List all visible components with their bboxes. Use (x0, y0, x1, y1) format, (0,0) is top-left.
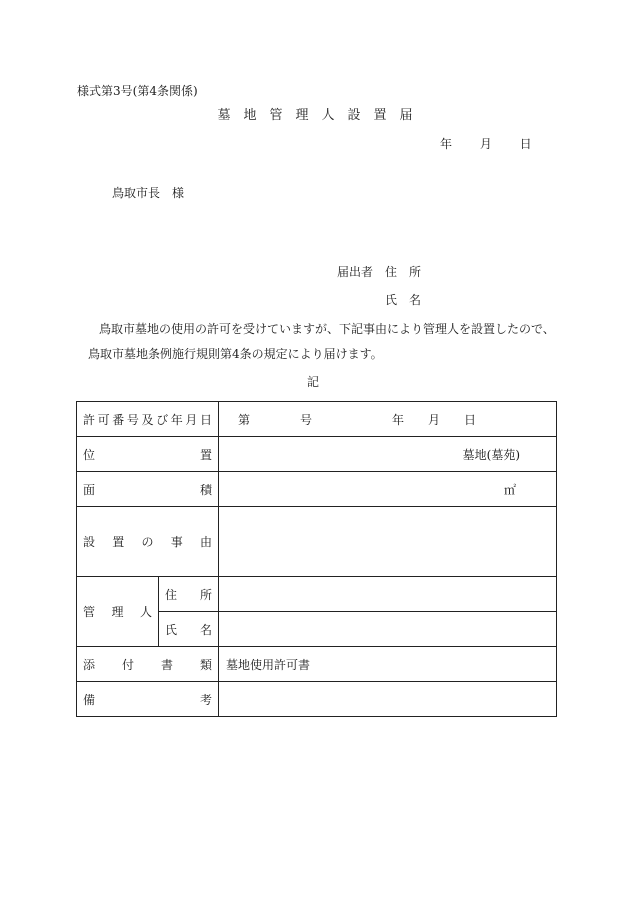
attachments-label (83, 656, 212, 673)
reason-row (77, 507, 557, 577)
applicant-role-label: 届出者 (337, 265, 374, 279)
manager-address-label (165, 586, 212, 603)
area-row (77, 472, 557, 507)
permit-day-label: 日 (464, 412, 477, 427)
label-char: 許 (83, 412, 96, 427)
remarks-label-cell (77, 682, 219, 717)
label-char: 理 (111, 605, 124, 619)
location-label (83, 446, 212, 463)
area-value-cell[interactable] (219, 472, 557, 507)
manager-label-cell (77, 577, 159, 647)
label-char: 類 (200, 657, 213, 672)
location-value-cell[interactable] (219, 437, 557, 472)
body-text-line-2: 鳥取市墓地条例施行規則第4条の規定により届けます。 (88, 347, 383, 361)
label-char: 及 (141, 412, 154, 427)
location-label-cell (77, 437, 219, 472)
label-char: 事 (170, 535, 183, 549)
applicant-address-line (337, 266, 421, 278)
label-char: 管 (83, 605, 96, 619)
remarks-row (77, 682, 557, 717)
attachments-label-cell (77, 647, 219, 682)
label-char: 番 (112, 412, 125, 427)
permit-month-label: 月 (428, 412, 441, 427)
label-char: 号 (126, 412, 139, 427)
manager-address-value-cell[interactable] (219, 577, 557, 612)
label-char: 面 (83, 482, 96, 497)
attachments-value: 墓地使用許可書 (226, 657, 311, 672)
date-month-label: 月 (479, 137, 492, 151)
label-char: 書 (161, 657, 174, 672)
permit-label (83, 411, 212, 428)
label-char: 名 (200, 622, 213, 637)
area-label-cell (77, 472, 219, 507)
label-char: 考 (200, 692, 213, 707)
body-text-line-1: 鳥取市墓地の使用の許可を受けていますが、下記事由により管理人を設置したので、 (99, 322, 555, 336)
reason-label-cell (77, 507, 219, 577)
manager-name-label (165, 621, 212, 638)
label-char: 所 (200, 587, 213, 602)
label-char: 位 (83, 447, 96, 462)
permit-label-cell (77, 402, 219, 437)
label-char: 人 (139, 605, 152, 619)
ki-heading: 記 (307, 375, 320, 389)
label-char: 可 (97, 412, 110, 427)
label-char: 住 (165, 587, 178, 602)
label-char: 設 (83, 535, 96, 549)
label-char: 備 (83, 692, 96, 707)
reason-value-cell[interactable] (219, 507, 557, 577)
remarks-value-cell[interactable] (219, 682, 557, 717)
permit-dai-label: 第 (238, 412, 251, 427)
addressee: 鳥取市長 様 (112, 186, 185, 200)
location-row (77, 437, 557, 472)
label-char: 日 (200, 412, 213, 427)
date-day-label: 日 (519, 137, 532, 151)
reason-label (83, 533, 212, 550)
label-char: 置 (112, 535, 125, 549)
document-title (0, 109, 630, 122)
area-label (83, 481, 212, 498)
label-char: 月 (185, 412, 198, 427)
date-year-label: 年 (440, 137, 453, 151)
attachments-row (77, 647, 557, 682)
permit-year-label: 年 (392, 412, 405, 427)
label-char: 添 (83, 657, 96, 672)
manager-address-row (77, 577, 557, 612)
manager-name-label-cell (159, 612, 219, 647)
manager-name-value-cell[interactable] (219, 612, 557, 647)
permit-row (77, 402, 557, 437)
label-char: び (156, 412, 169, 427)
label-char: 由 (200, 535, 213, 549)
label-char: 年 (170, 412, 183, 427)
label-char: 氏 (165, 622, 178, 637)
remarks-label (83, 691, 212, 708)
manager-label (83, 603, 152, 620)
form-number: 様式第3号(第4条関係) (77, 84, 198, 98)
label-char: 付 (122, 657, 135, 672)
title-text: 墓 地 管 理 人 設 置 届 (217, 108, 413, 123)
permit-value-cell[interactable] (219, 402, 557, 437)
label-char: 積 (200, 482, 213, 497)
attachments-value-cell[interactable] (219, 647, 557, 682)
label-char: の (141, 535, 154, 549)
application-table (76, 401, 557, 717)
manager-address-label-cell (159, 577, 219, 612)
location-suffix: 墓地(墓苑) (462, 447, 521, 462)
applicant-name-line: 氏 名 (385, 293, 422, 307)
permit-go-label: 号 (300, 412, 313, 427)
area-unit: ㎡ (504, 482, 517, 497)
applicant-address-label: 住 所 (385, 265, 422, 279)
submission-date (440, 138, 532, 150)
label-char: 置 (200, 447, 213, 462)
